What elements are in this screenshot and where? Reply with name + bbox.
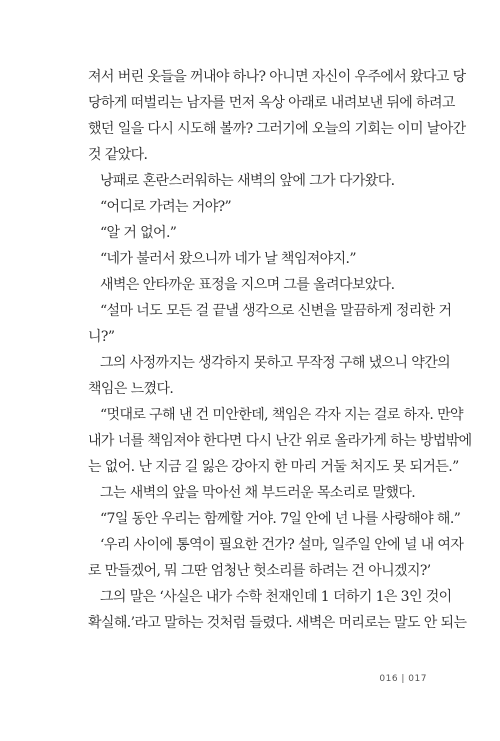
text-line-1: 져서 버린 옷들을 꺼내야 하나? 아니면 자신이 우주에서 왔다고 당 <box>88 69 466 85</box>
text-line-17: 그는 새벽의 앞을 막아선 채 부드러운 목소리로 말했다. <box>100 485 416 501</box>
text-line-10: “설마 너도 모든 걸 끝낼 생각으로 신변을 말끔하게 정리한 거 <box>100 303 452 319</box>
text-line-16: 는 없어. 난 지금 길 잃은 강아지 한 마리 거둘 처지도 못 되거든.” <box>88 459 459 475</box>
page-number: 016 | 017 <box>379 674 427 684</box>
text-line-2: 당하게 떠벌리는 남자를 먼저 옥상 아래로 내려보낸 뒤에 하려고 <box>88 95 455 111</box>
text-line-15: 내가 너를 책임져야 한다면 다시 난간 위로 올라가게 하는 방법밖에 <box>88 433 472 449</box>
text-line-4: 것 같았다. <box>88 147 148 163</box>
text-line-5: 낭패로 혼란스러워하는 새벽의 앞에 그가 다가왔다. <box>100 173 395 189</box>
text-line-9: 새벽은 안타까운 표정을 지으며 그를 올려다보았다. <box>100 277 395 293</box>
text-line-18: “7일 동안 우리는 함께할 거야. 7일 안에 넌 나를 사랑해야 해.” <box>100 511 461 527</box>
text-line-13: 책임은 느꼈다. <box>88 381 174 397</box>
text-line-6: “어디로 가려는 거야?” <box>100 199 232 215</box>
text-line-8: “네가 불러서 왔으니까 네가 날 책임져야지.” <box>100 251 356 267</box>
text-line-11: 니?” <box>88 329 115 345</box>
text-line-14: “멋대로 구해 낸 건 미안한데, 책임은 각자 지는 걸로 하자. 만약 <box>100 407 463 423</box>
text-line-19: ‘우리 사이에 통역이 필요한 건가? 설마, 일주일 안에 널 내 여자 <box>100 537 464 553</box>
page-body <box>88 64 472 636</box>
text-line-20: 로 만들겠어, 뭐 그딴 엄청난 헛소리를 하려는 건 아니겠지?’ <box>88 563 431 579</box>
text-line-22: 확실해.’라고 말하는 것처럼 들렸다. 새벽은 머리로는 말도 안 되는 <box>88 615 467 631</box>
text-line-7: “알 거 없어.” <box>100 225 177 241</box>
text-line-3: 했던 일을 다시 시도해 볼까? 그러기에 오늘의 기회는 이미 날아간 <box>88 121 466 137</box>
text-line-12: 그의 사정까지는 생각하지 못하고 무작정 구해 냈으니 약간의 <box>100 355 451 371</box>
text-line-21: 그의 말은 ‘사실은 내가 수학 천재인데 1 더하기 1은 3인 것이 <box>100 589 452 605</box>
